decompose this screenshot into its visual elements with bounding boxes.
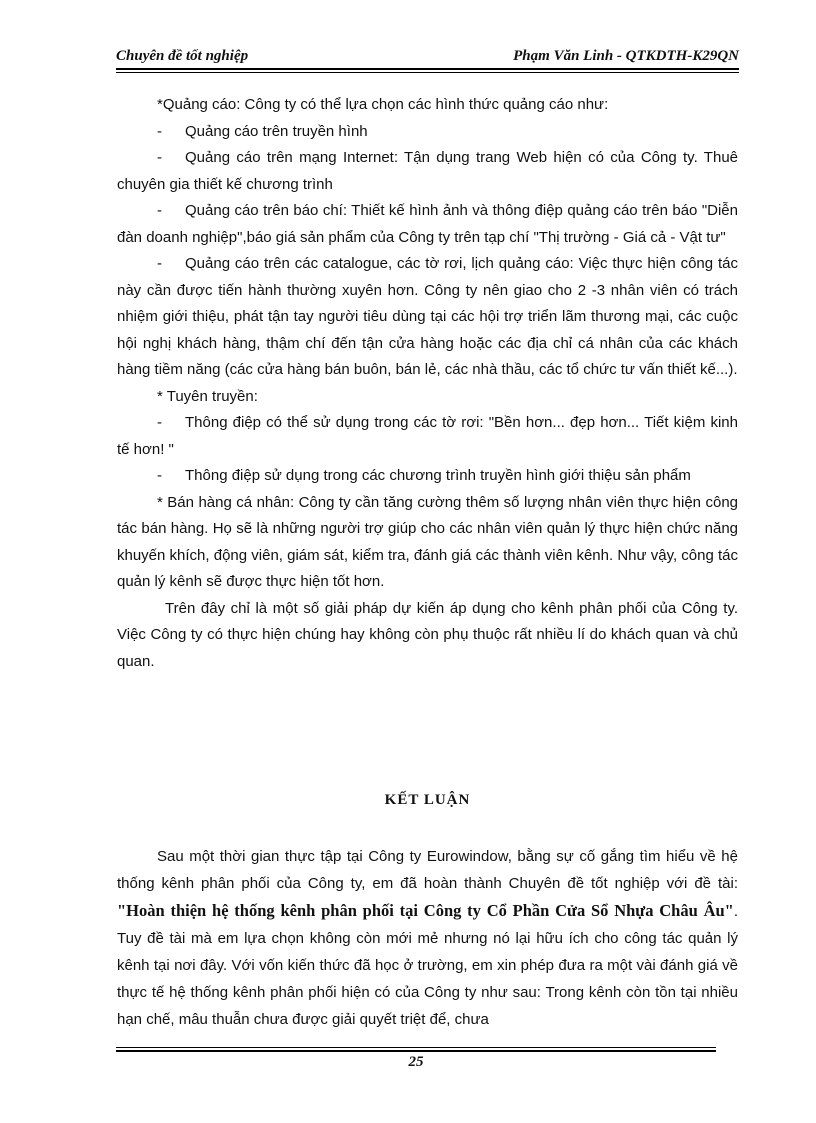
header-divider bbox=[116, 68, 739, 73]
header-title: Chuyên đề tốt nghiệp bbox=[116, 48, 249, 64]
topic-title: "Hoàn thiện hệ thống kênh phân phối tại Công ty Cổ Phần Cửa Sổ Nhựa Châu Âu" bbox=[117, 901, 734, 920]
footer-divider bbox=[116, 1047, 716, 1052]
ads-item: - Quảng cáo trên báo chí: Thiết kế hình ảnh và thông điệp quảng cáo trên báo "Diễn đàn doanh nghiệp",báo giá sản phẩm của Công ty trên tạp chí "Thị trường - Giá cả - Vật tư" bbox=[117, 202, 738, 246]
propaganda-item: - Thông điệp sử dụng trong các chương trình truyền hình giới thiệu sản phẩm bbox=[157, 467, 691, 484]
page-number: 25 bbox=[408, 1054, 424, 1070]
solutions-section bbox=[117, 92, 738, 675]
header-author: Phạm Văn Linh - QTKDTH-K29QN bbox=[513, 48, 739, 64]
propaganda-item: - Thông điệp có thể sử dụng trong các tờ rơi: "Bền hơn... đẹp hơn... Tiết kiệm kinh tế hơn! " bbox=[117, 414, 738, 458]
ads-item: - Quảng cáo trên truyền hình bbox=[157, 122, 368, 140]
ads-item: - Quảng cáo trên các catalogue, các tờ rơi, lịch quảng cáo: Việc thực hiện công tác này cần được tiến hành thường xuyên hơn. Công ty nên giao cho 2 -3 nhân viên có trách nhiệm giới thiệu, phát tận tay người tiêu dùng tại các hội trợ triển lãm thương mại, các cuộc hội nghị khách hàng, thậm chí đến tận cửa hàng hoặc các địa chỉ cá nhân của các khách hàng tiềm năng (các cửa hàng bán buôn, bán lẻ, các nhà thầu, các tổ chức tư vấn thiết kế...). bbox=[117, 255, 738, 378]
conclusion-section bbox=[117, 843, 738, 1033]
personal-selling-paragraph: * Bán hàng cá nhân: Công ty cần tăng cường thêm số lượng nhân viên thực hiện công tác bán hàng. Họ sẽ là những người trợ giúp cho các nhân viên quản lý thực hiện chức năng khuyến khích, động viên, giám sát, kiểm tra, đánh giá các thành viên kênh. Như vậy, công tác quản lý kênh sẽ được thực hiện tốt hơn. bbox=[117, 493, 738, 590]
summary-paragraph: Trên đây chỉ là một số giải pháp dự kiến áp dụng cho kênh phân phối của Công ty. Việc Công ty có thực hiện chúng hay không còn phụ thuộc rất nhiều lí do khách quan và chủ quan. bbox=[117, 599, 738, 670]
ads-intro: *Quảng cáo: Công ty có thể lựa chọn các hình thức quảng cáo như: bbox=[157, 96, 609, 113]
conclusion-paragraph: Sau một thời gian thực tập tại Công ty Eurowindow, bằng sự cố gắng tìm hiểu về hệ thống kênh phân phối của Công ty, em đã hoàn thành Chuyên đề tốt nghiệp với đề tài: "Hoàn thiện hệ thống kênh phân phối tại Công ty Cổ Phần Cửa Sổ Nhựa Châu Âu". Tuy đề tài mà em lựa chọn không còn mới mẻ nhưng nó lại hữu ích cho công tác quản lý kênh tại nơi đây. Với vốn kiến thức đã học ở trường, em xin phép đưa ra một vài đánh giá về thực tế hệ thống kênh phân phối hiện có của Công ty như sau: Trong kênh còn tồn tại nhiều hạn chế, mâu thuẫn chưa được giải quyết triệt để, chưa bbox=[117, 848, 738, 1028]
ads-item: - Quảng cáo trên mạng Internet: Tận dụng trang Web hiện có của Công ty. Thuê chuyên gia thiết kế chương trình bbox=[117, 149, 738, 193]
conclusion-heading: KẾT LUẬN bbox=[384, 792, 471, 808]
page-header bbox=[116, 46, 739, 68]
propaganda-intro: * Tuyên truyền: bbox=[157, 387, 258, 405]
